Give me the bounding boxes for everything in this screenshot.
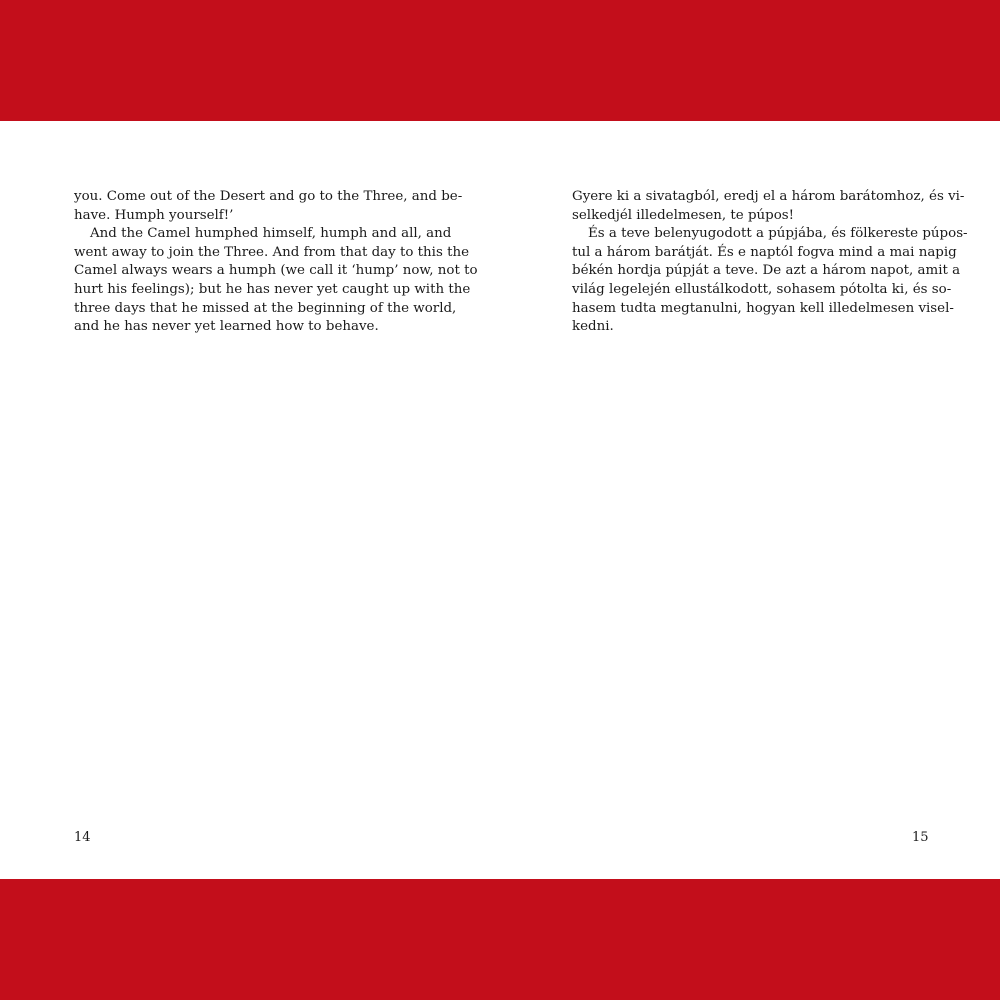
text-line: and he has never yet learned how to behave. bbox=[74, 319, 379, 335]
text-line: világ legelején ellustálkodott, sohasem pótolta ki, és so- bbox=[572, 281, 952, 297]
page-number-left: 14 bbox=[74, 830, 91, 845]
left-page-text bbox=[74, 188, 478, 337]
bottom-red-band bbox=[0, 879, 1000, 1000]
text-line: békén hordja púpját a teve. De azt a három napot, amit a bbox=[572, 263, 961, 279]
page-number-right: 15 bbox=[912, 830, 929, 845]
text-line: Camel always wears a humph (we call it ‘hump’ now, not to bbox=[74, 263, 478, 279]
top-red-band bbox=[0, 0, 1000, 121]
text-line: have. Humph yourself!’ bbox=[74, 207, 234, 223]
text-line: kedni. bbox=[572, 319, 614, 335]
text-line: selkedjél illedelmesen, te púpos! bbox=[572, 207, 795, 223]
text-line: three days that he missed at the beginning of the world, bbox=[74, 300, 457, 316]
text-line: tul a három barátját. És e naptól fogva mind a mai napig bbox=[572, 244, 957, 260]
text-line: Gyere ki a sivatagból, eredj el a három barátomhoz, és vi- bbox=[572, 189, 965, 204]
text-line: you. Come out of the Desert and go to the Three, and be- bbox=[74, 189, 463, 204]
text-line: hasem tudta megtanulni, hogyan kell illedelmesen visel- bbox=[572, 300, 954, 316]
text-line: went away to join the Three. And from that day to this the bbox=[74, 244, 470, 260]
right-page-text bbox=[572, 188, 968, 337]
text-line: hurt his feelings); but he has never yet caught up with the bbox=[74, 281, 471, 297]
text-line: And the Camel humphed himself, humph and all, and bbox=[90, 226, 452, 242]
text-line: És a teve belenyugodott a púpjába, és fölkereste púpos- bbox=[588, 226, 968, 242]
